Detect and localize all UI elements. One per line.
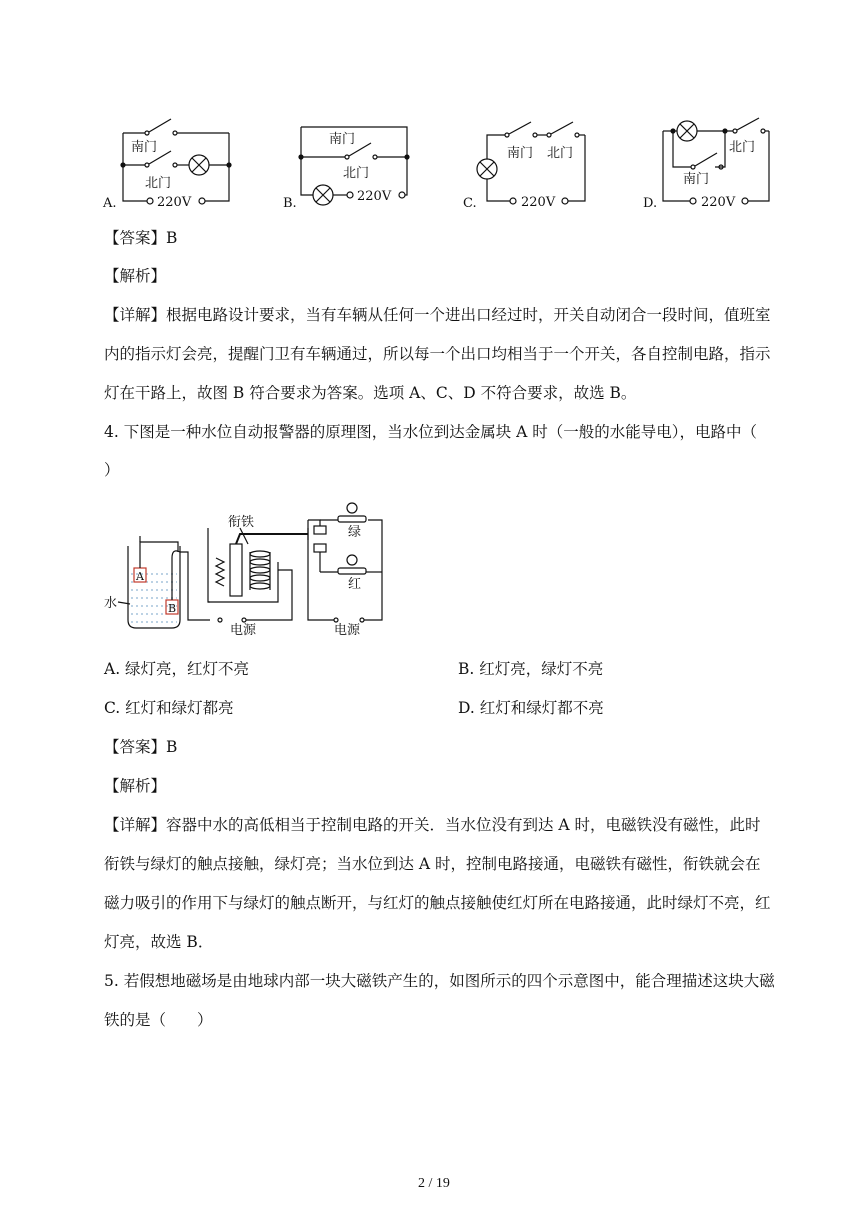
q5-stem-line-1: 5. 若假想地磁场是由地球内部一块大磁铁产生的，如图所示的四个示意图中，能合理描述这块大磁 bbox=[104, 972, 775, 990]
south-gate-label: 南门 bbox=[683, 172, 710, 187]
north-gate-label: 北门 bbox=[547, 146, 574, 161]
red-lamp bbox=[320, 555, 382, 574]
q4-detail-line-4: 灯亮，故选 B． bbox=[104, 933, 214, 951]
q4-stem-line-1: 4. 下图是一种水位自动报警器的原理图，当水位到达金属块 A 时（一般的水能导电），电路中（ bbox=[104, 423, 758, 441]
north-gate-label: 北门 bbox=[343, 166, 370, 181]
block-b-label: B bbox=[168, 602, 177, 615]
red-label: 红 bbox=[348, 577, 362, 592]
q3-circuit-row bbox=[95, 105, 785, 217]
voltage-label: 220V bbox=[357, 189, 392, 204]
power-source-2-label: 电源 bbox=[334, 623, 361, 638]
q3-circuit-diagrams bbox=[95, 105, 785, 217]
green-lamp bbox=[320, 503, 366, 522]
circuit-d bbox=[643, 118, 769, 211]
circuit-b bbox=[283, 127, 409, 211]
power-source-1-label: 电源 bbox=[230, 623, 257, 638]
armature-label: 衔铁 bbox=[228, 515, 255, 530]
green-label: 绿 bbox=[348, 525, 362, 540]
south-gate-label: 南门 bbox=[329, 132, 356, 147]
q4-option-a[interactable]: A. 绿灯亮，红灯不亮 bbox=[104, 660, 250, 678]
south-gate-label: 南门 bbox=[131, 140, 158, 155]
q4-option-c[interactable]: C. 红灯和绿灯都亮 bbox=[104, 699, 234, 717]
page-number: 2 / 19 bbox=[418, 1176, 450, 1191]
option-letter: A. bbox=[103, 196, 117, 211]
south-gate-label: 南门 bbox=[507, 146, 534, 161]
q3-analysis-label: 【解析】 bbox=[104, 267, 167, 285]
circuit-c bbox=[463, 122, 585, 211]
q5-stem-line-2: 铁的是（ ） bbox=[104, 1011, 213, 1029]
block-a-label: A bbox=[136, 570, 144, 583]
voltage-label: 220V bbox=[701, 195, 736, 210]
coil bbox=[250, 551, 270, 589]
north-gate-label: 北门 bbox=[729, 140, 756, 155]
option-letter: D. bbox=[643, 196, 658, 211]
q4-detail-line-1: 【详解】容器中水的高低相当于控制电路的开关．当水位没有到达 A 时，电磁铁没有磁性，此时 bbox=[104, 816, 761, 834]
circuit-a bbox=[102, 119, 231, 211]
option-letter: B. bbox=[283, 196, 297, 211]
q4-stem-line-2: ） bbox=[104, 461, 120, 479]
q3-detail-line-2: 内的指示灯会亮，提醒门卫有车辆通过，所以每一个出口均相当于一个开关，各自控制电路，指示 bbox=[104, 345, 771, 363]
q4-detail-line-3: 磁力吸引的作用下与绿灯的触点断开，与红灯的触点接触使红灯所在电路接通，此时绿灯不亮，红 bbox=[104, 894, 771, 912]
q3-answer: 【答案】B bbox=[104, 229, 178, 247]
q4-answer: 【答案】B bbox=[104, 738, 178, 756]
water-label: 水 bbox=[104, 596, 118, 611]
q3-detail-line-1: 【详解】根据电路设计要求，当有车辆从任何一个进出口经过时，开关自动闭合一段时间，值班室 bbox=[104, 306, 771, 324]
option-letter: C. bbox=[463, 196, 477, 211]
north-gate-label: 北门 bbox=[145, 176, 172, 191]
q4-option-b[interactable]: B. 红灯亮，绿灯不亮 bbox=[458, 660, 604, 678]
q3-detail-line-3: 灯在干路上，故图 B 符合要求为答案。选项 A、C、D 不符合要求，故选 B。 bbox=[104, 384, 637, 402]
q4-option-d[interactable]: D. 红灯和绿灯都不亮 bbox=[458, 699, 604, 717]
voltage-label: 220V bbox=[157, 195, 192, 210]
voltage-label: 220V bbox=[521, 195, 556, 210]
q4-analysis-label: 【解析】 bbox=[104, 777, 167, 795]
q4-detail-line-2: 衔铁与绿灯的触点接触，绿灯亮；当水位到达 A 时，控制电路接通，电磁铁有磁性，衔铁就会在 bbox=[104, 855, 761, 873]
water-level-alarm-diagram bbox=[100, 492, 400, 642]
q4-figure bbox=[100, 492, 400, 642]
